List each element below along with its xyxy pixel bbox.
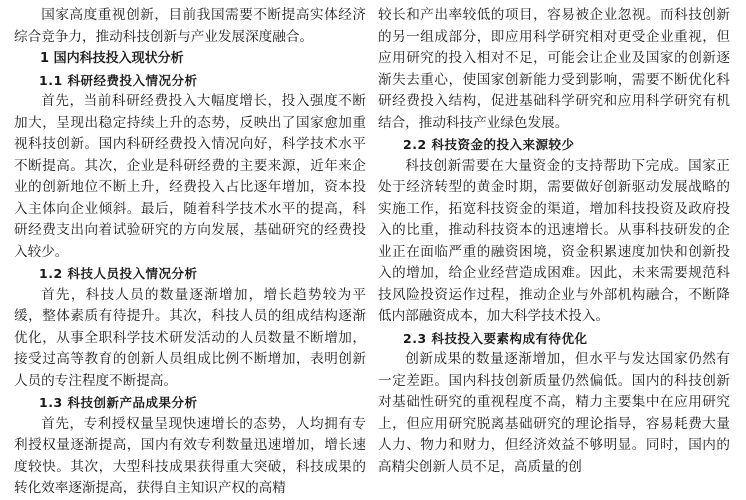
section-1-2-paragraph: 首先，科技人员的数量逐渐增加，增长趋势较为平缓，整体素质有待提升。其次，科技人员的组成结构逐渐优化，从事全职科学技术研发活动的人员数量不断增加，接受过高等教育的创新人员组成比例不断增加，表明创新人员的专注程度不断提高。: [14, 286, 366, 389]
section-2-2-heading: 2.2 科技资金的投入来源较少: [403, 137, 575, 152]
section-1-1-heading: 1.1 科研经费投入情况分析: [39, 72, 198, 88]
right-column: [378, 5, 730, 478]
intro-paragraph: 国家高度重视创新，目前我国需要不断提高实体经济综合竞争力，推动科技创新与产业发展深度融合。: [14, 7, 366, 45]
continued-paragraph: 较长和产出率较低的项目，容易被企业忽视。而科技创新的另一组成部分，即应用科学研究相对更受企业重视，但应用研究的投入相对不足，可能会让企业及国家的创新逐渐失去重心，使国家创新能力受到影响，需要不断优化科研经费投入结构，促进基础科学研究和应用科学研究有机结合，推动科技产业绿色发展。: [378, 7, 730, 131]
section-1-1-paragraph: 首先，当前科研经费投入大幅度增长，投入强度不断加大，呈现出稳定持续上升的态势，反映出了国家愈加重视科技创新。国内科研经费投入情况向好，科学技术水平不断提高。其次，企业是科研经费的主要来源，近年来企业的创新地位不断上升，经费投入占比逐年增加，资本投入主体向企业倾斜。最后，随着科学技术水平的提高，科研经费支出向着试验研究的方向发展，基础研究的经费投入较少。: [14, 93, 366, 260]
section-1-2-heading: 1.2 科技人员投入情况分析: [39, 266, 198, 281]
section-1-heading: 1 国内科技投入现状分析: [40, 51, 184, 66]
section-2-3-paragraph: 创新成果的数量逐渐增加，但水平与发达国家仍然有一定差距。国内科技创新质量仍然偏低。国内的科技创新对基础性研究的重视程度不高，精力主要集中在应用研究上，但应用研究脱离基础研究的理论指导，容易耗费大量人力、物力和财力，但经济效益不够明显。同时，国内的高精尖创新人员不足，高质量的创: [378, 351, 730, 475]
section-1-3-paragraph: 首先，专利授权量呈现快速增长的态势，人均拥有专利授权量逐渐提高，国内有效专利数量迅速增加，增长速度较快。其次，大型科技成果获得重大突破，科技成果的转化效率逐渐提高，获得自主知识产权的高精: [14, 415, 366, 496]
section-2-2-paragraph: 科技创新需要在大量资金的支持帮助下完成。国家正处于经济转型的黄金时期，需要做好创新驱动发展战略的实施工作，拓宽科技资金的渠道，增加科技投资及政府投入的比重，推动科技资本的迅速增长。从事科技研发的企业正在面临严重的融资困境，资金积累速度加快和创新投入的增加，给企业经营造成困难。因此，未来需要规范科技风险投资运作过程，推动企业与外部机构融合，不断降低内部融资成本，加大科学技术投入。: [378, 157, 730, 324]
left-column: [14, 5, 366, 500]
section-1-3-heading: 1.3 科技创新产品成果分析: [39, 395, 198, 410]
section-2-3-heading: 2.3 科技投入要素构成有待优化: [403, 330, 588, 346]
